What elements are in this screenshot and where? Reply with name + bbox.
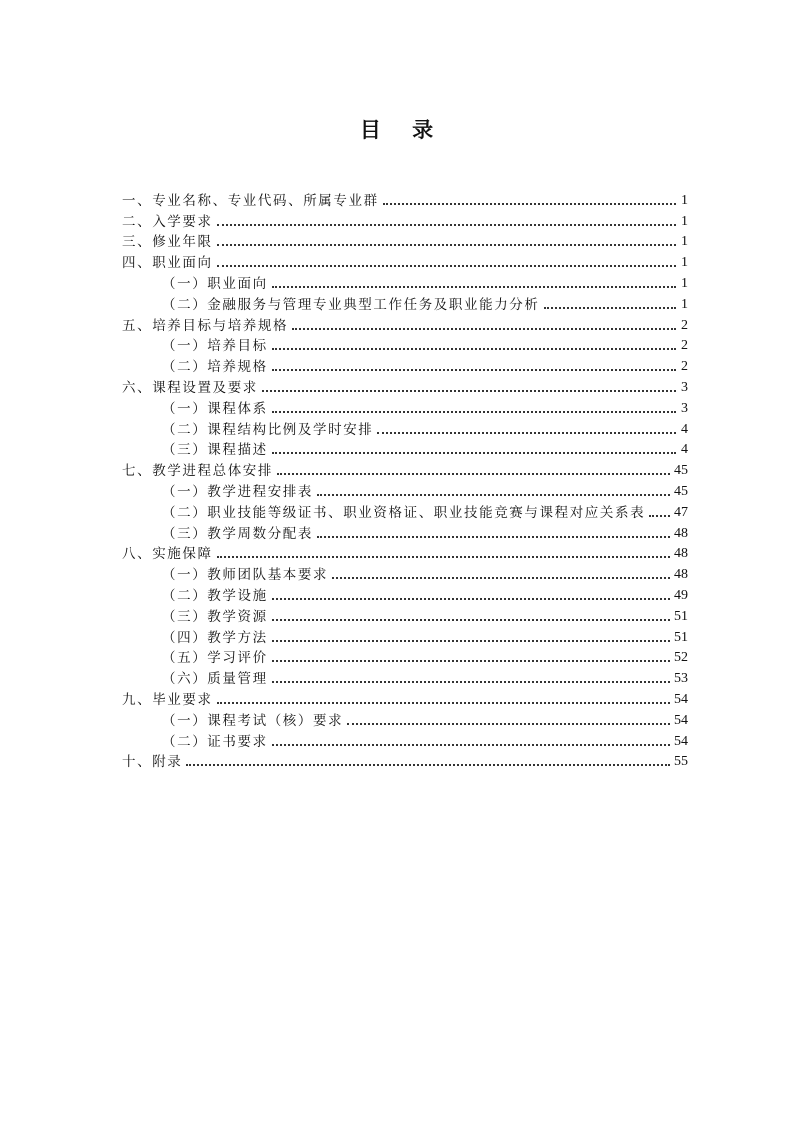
dot-leader: [292, 327, 676, 330]
dot-leader: [272, 659, 670, 662]
toc-entry-page-number: 52: [674, 650, 688, 666]
toc-entry-label: （一）教学进程安排表: [162, 483, 313, 500]
dot-leader: [377, 431, 676, 434]
toc-entry-label: （一）培养目标: [162, 338, 268, 355]
toc-entry[interactable]: [122, 438, 688, 459]
toc-entry[interactable]: [122, 604, 688, 625]
toc-entry-page-number: 45: [674, 483, 688, 499]
toc-entry[interactable]: [122, 562, 688, 583]
toc-entry-page-number: 53: [674, 671, 688, 687]
toc-entry-page-number: 55: [674, 754, 688, 770]
dot-leader: [272, 347, 676, 350]
toc-title: 目 录: [359, 118, 446, 142]
toc-entry-label: 八、实施保障: [122, 546, 213, 563]
dot-leader: [217, 243, 676, 246]
toc-entry-label: （二）培养规格: [162, 359, 268, 376]
dot-leader: [317, 493, 670, 496]
toc-entry[interactable]: [122, 583, 688, 604]
toc-entry[interactable]: [122, 729, 688, 750]
dot-leader: [277, 472, 670, 475]
toc-entry-page-number: 54: [674, 733, 688, 749]
dot-leader: [347, 722, 670, 725]
toc-entry-page-number: 1: [681, 255, 688, 271]
dot-leader: [217, 223, 676, 226]
toc-entry-page-number: 45: [674, 463, 688, 479]
toc-entry[interactable]: [122, 396, 688, 417]
toc-entry[interactable]: [122, 687, 688, 708]
dot-leader: [317, 535, 670, 538]
dot-leader: [217, 555, 670, 558]
toc-entry-label: （二）证书要求: [162, 733, 268, 750]
toc-entry[interactable]: [122, 646, 688, 667]
toc-entry[interactable]: [122, 417, 688, 438]
toc-entry-page-number: 1: [681, 275, 688, 291]
toc-entry-label: （三）教学周数分配表: [162, 525, 313, 542]
toc-entry-label: （二）教学设施: [162, 587, 268, 604]
dot-leader: [332, 576, 670, 579]
toc-entry-page-number: 51: [674, 608, 688, 624]
toc-entry[interactable]: [122, 230, 688, 251]
toc-entry-label: （一）职业面向: [162, 275, 268, 292]
toc-entry-page-number: 2: [681, 338, 688, 354]
toc-entry-page-number: 1: [681, 192, 688, 208]
toc-entry[interactable]: [122, 188, 688, 209]
toc-entry-page-number: 4: [681, 442, 688, 458]
toc-entry-page-number: 1: [681, 213, 688, 229]
toc-entry[interactable]: [122, 479, 688, 500]
dot-leader: [383, 202, 676, 205]
toc-entry-label: 四、职业面向: [122, 255, 213, 272]
toc-entry[interactable]: [122, 666, 688, 687]
toc-entry-page-number: 51: [674, 629, 688, 645]
toc-entry[interactable]: [122, 250, 688, 271]
toc-entry[interactable]: [122, 458, 688, 479]
toc-entry-page-number: 49: [674, 587, 688, 603]
toc-entry-label: （一）课程体系: [162, 400, 268, 417]
toc-entry-label: 五、培养目标与培养规格: [122, 317, 289, 334]
toc-entry[interactable]: [122, 708, 688, 729]
toc-entry-label: （二）课程结构比例及学时安排: [162, 421, 374, 438]
dot-leader: [272, 618, 670, 621]
dot-leader: [272, 410, 676, 413]
toc-entry[interactable]: [122, 521, 688, 542]
toc-entry-page-number: 2: [681, 359, 688, 375]
dot-leader: [544, 306, 677, 309]
toc-entry[interactable]: [122, 209, 688, 230]
toc-entry-page-number: 4: [681, 421, 688, 437]
toc-entry-label: （三）课程描述: [162, 442, 268, 459]
table-of-contents: [122, 188, 688, 770]
toc-entry-page-number: 3: [681, 400, 688, 416]
toc-entry-label: （二）金融服务与管理专业典型工作任务及职业能力分析: [162, 296, 540, 313]
toc-entry-label: 一、专业名称、专业代码、所属专业群: [122, 192, 379, 209]
dot-leader: [272, 639, 670, 642]
toc-entry-label: 二、入学要求: [122, 213, 213, 230]
toc-entry-page-number: 3: [681, 379, 688, 395]
toc-entry-page-number: 54: [674, 712, 688, 728]
toc-entry-label: （一）教师团队基本要求: [162, 567, 329, 584]
toc-entry-page-number: 48: [674, 525, 688, 541]
dot-leader: [272, 285, 676, 288]
dot-leader: [272, 597, 670, 600]
dot-leader: [272, 743, 670, 746]
toc-entry-page-number: 2: [681, 317, 688, 333]
toc-entry[interactable]: [122, 542, 688, 563]
dot-leader: [217, 264, 676, 267]
toc-entry[interactable]: [122, 313, 688, 334]
toc-entry-page-number: 1: [681, 234, 688, 250]
toc-entry-label: （一）课程考试（核）要求: [162, 712, 344, 729]
dot-leader: [186, 763, 670, 766]
toc-entry[interactable]: [122, 271, 688, 292]
dot-leader: [649, 514, 670, 517]
toc-entry-page-number: 47: [674, 504, 688, 520]
toc-entry-label: （六）质量管理: [162, 671, 268, 688]
toc-entry-page-number: 54: [674, 691, 688, 707]
toc-entry-page-number: 48: [674, 546, 688, 562]
toc-entry-label: （三）教学资源: [162, 608, 268, 625]
dot-leader: [217, 701, 670, 704]
toc-entry[interactable]: [122, 354, 688, 375]
toc-entry[interactable]: [122, 750, 688, 771]
toc-entry-label: 三、修业年限: [122, 234, 213, 251]
toc-entry[interactable]: [122, 334, 688, 355]
toc-entry-label: 九、毕业要求: [122, 691, 213, 708]
toc-entry[interactable]: [122, 375, 688, 396]
toc-entry-label: 十、附录: [122, 754, 183, 771]
dot-leader: [272, 451, 676, 454]
dot-leader: [262, 389, 676, 392]
toc-entry-label: 七、教学进程总体安排: [122, 463, 273, 480]
toc-entry-label: （二）职业技能等级证书、职业资格证、职业技能竞赛与课程对应关系表: [162, 504, 646, 521]
toc-entry-page-number: 1: [681, 296, 688, 312]
toc-entry-label: （四）教学方法: [162, 629, 268, 646]
dot-leader: [272, 368, 676, 371]
toc-entry[interactable]: [122, 292, 688, 313]
dot-leader: [272, 680, 670, 683]
toc-entry[interactable]: [122, 500, 688, 521]
toc-entry-label: （五）学习评价: [162, 650, 268, 667]
toc-entry-page-number: 48: [674, 567, 688, 583]
toc-entry[interactable]: [122, 625, 688, 646]
toc-entry-label: 六、课程设置及要求: [122, 379, 258, 396]
